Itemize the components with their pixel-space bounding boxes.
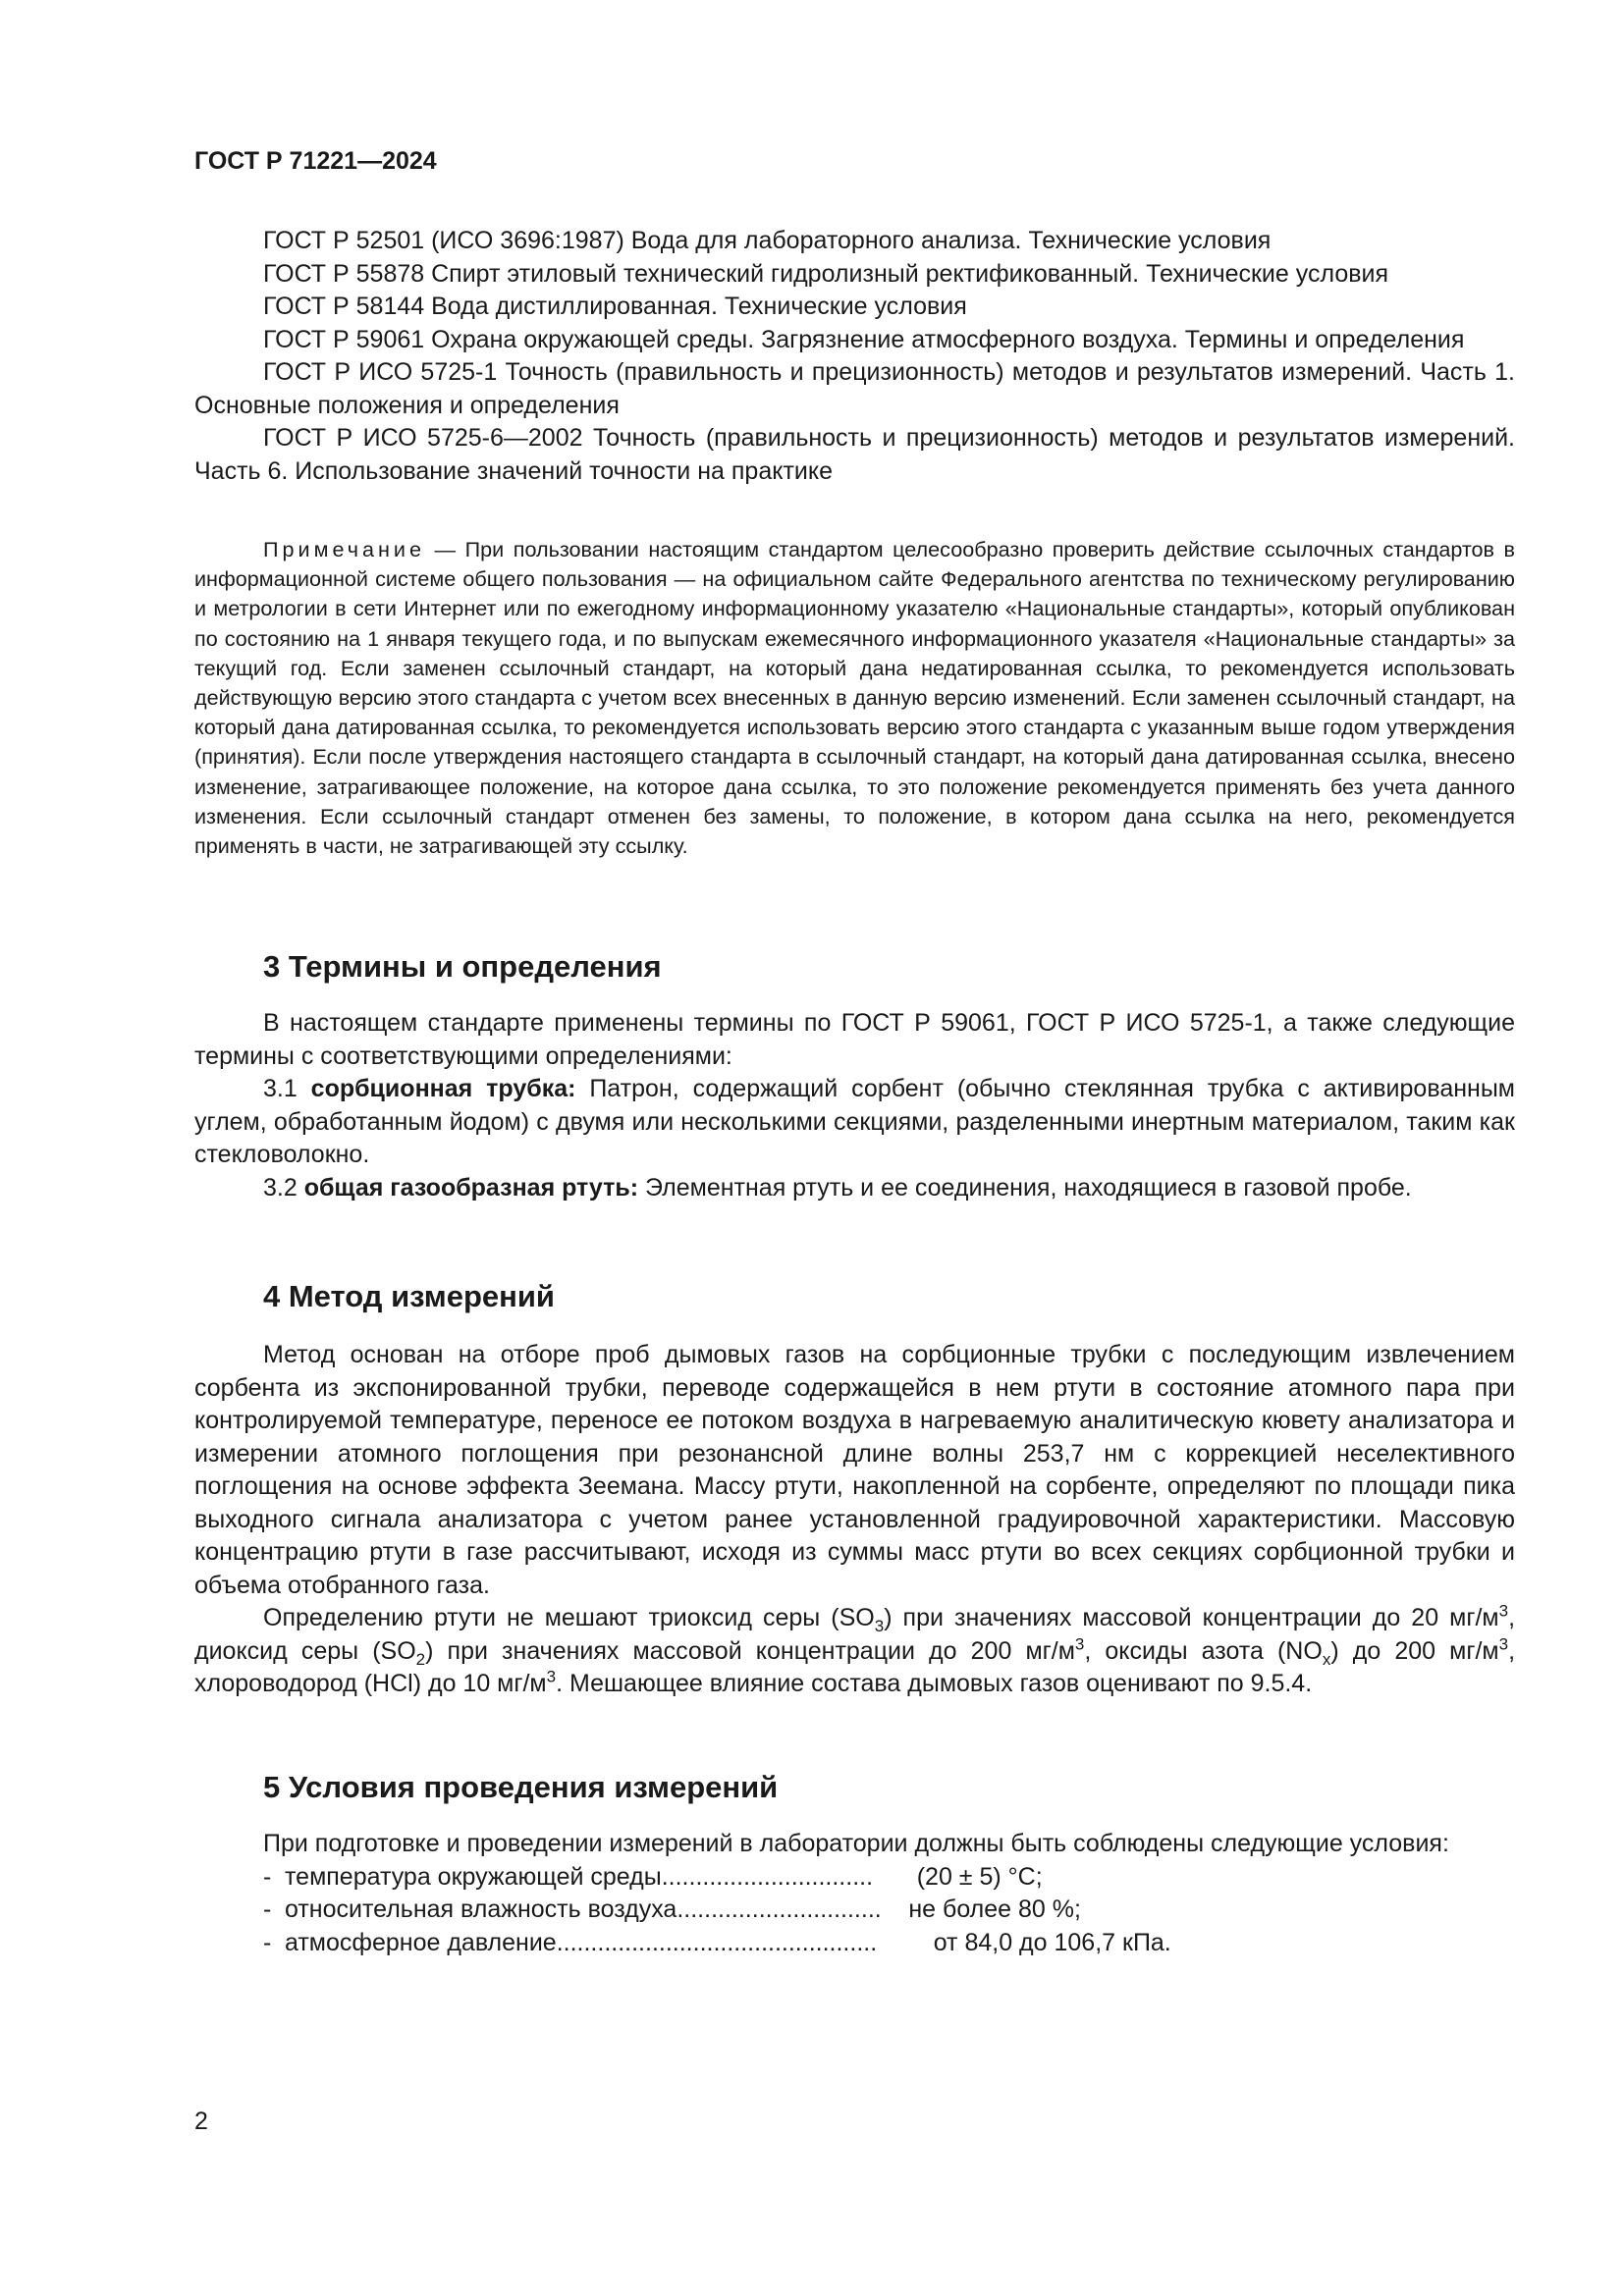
text-run: , диоксид серы (SO	[194, 1604, 1516, 1665]
reference-item: ГОСТ Р 55878 Спирт этиловый технический гидролизный ректификованный. Технические условия	[263, 259, 1389, 288]
method-paragraph: Метод основан на отборе проб дымовых газов на сорбционные трубки с последующим извлечением сорбента из экспонированной трубки, переводе содержащейся в нем ртути в состояние атомного пара при контролируемой температуре, переносе ее потоком воздуха в нагреваемую аналитическую кювету анализатора и измерении атомного поглощения при резонансной длине волны 253,7 нм с коррекцией неселективного поглощения на основе эффекта Зеемана. Массу ртути, накопленной на сорбенте, определяют по площади пика выходного сигнала анализатора с учетом ранее установленной градуировочной характеристики. Массовую концентрацию ртути в газе рассчитывают, исходя из суммы масс ртути во всех секциях сорбционной трубки и объема отобранного газа.	[194, 1341, 1515, 1599]
subscript: 3	[874, 1617, 885, 1635]
section-5-body	[194, 1828, 1515, 1959]
dot-leader: ..............................	[677, 1896, 882, 1923]
text-run: , хлороводород (HCl) до 10 мг/м	[194, 1636, 1516, 1697]
text-run: , оксиды азота (NO	[1084, 1636, 1323, 1665]
term-name: общая газообразная ртуть:	[303, 1173, 639, 1201]
superscript: 3	[546, 1667, 557, 1686]
superscript: 3	[1498, 1601, 1509, 1621]
term-number: 3.2	[263, 1173, 304, 1201]
list-dash: -	[263, 1862, 272, 1891]
condition-value: от 84,0 до 106,7 кПа.	[933, 1928, 1171, 1956]
section-5-heading: 5 Условия проведения измерений	[263, 1770, 779, 1804]
text-run: ) до 200 мг/м	[1330, 1636, 1499, 1665]
reference-item: ГОСТ Р 58144 Вода дистиллированная. Технические условия	[263, 293, 967, 320]
section-4-body	[194, 1339, 1515, 1701]
text-run: Определению ртути не мешают триоксид серы (SO	[263, 1604, 875, 1631]
note-block	[194, 535, 1515, 861]
reference-item: ГОСТ Р 59061 Охрана окружающей среды. Загрязнение атмосферного воздуха. Термины и определения	[263, 325, 1465, 353]
page-number: 2	[194, 2108, 208, 2135]
condition-label: температура окружающей среды	[285, 1862, 662, 1891]
superscript: 3	[1498, 1634, 1509, 1654]
term-3-2	[194, 1172, 1515, 1205]
subscript: x	[1322, 1649, 1331, 1669]
term-definition: Элементная ртуть и ее соединения, находящиеся в газовой пробе.	[638, 1173, 1412, 1201]
list-dash: -	[263, 1928, 272, 1956]
condition-value: не более 80 %;	[908, 1896, 1081, 1923]
note-paragraph	[194, 535, 1515, 861]
dot-leader: ...............................	[661, 1862, 874, 1891]
reference-item: ГОСТ Р ИСО 5725-6—2002 Точность (правильность и прецизионность) методов и результатов измерений. Часть 6. Использование значений точности на практике	[194, 424, 1515, 485]
section-3-body	[194, 1007, 1515, 1204]
normative-references	[194, 225, 1515, 488]
condition-value: (20 ± 5) °С;	[916, 1862, 1043, 1891]
condition-pressure	[194, 1927, 1515, 1960]
term-definition: Патрон, содержащий сорбент (обычно стеклянная трубка с активированным углем, обработанным йодом) с двумя или несколькими секциями, разделенными инертным материалом, таким как стекловолокно.	[194, 1075, 1515, 1168]
section-5-intro: При подготовке и проведении измерений в лаборатории должны быть соблюдены следующие условия:	[263, 1830, 1449, 1857]
dot-leader: ...............................................	[556, 1928, 878, 1956]
section-3-heading: 3 Термины и определения	[263, 949, 662, 984]
note-label: Примечание	[263, 537, 425, 561]
list-dash: -	[263, 1896, 272, 1923]
document-header: ГОСТ Р 71221—2024	[194, 147, 437, 175]
text-run: ) при значениях массовой концентрации до 200 мг/м	[425, 1636, 1075, 1665]
section-4-heading: 4 Метод измерений	[263, 1279, 555, 1313]
reference-item: ГОСТ Р ИСО 5725-1 Точность (правильность и прецизионность) методов и результатов измерений. Часть 1. Основные положения и определения	[194, 358, 1515, 419]
term-3-1	[194, 1073, 1515, 1172]
reference-item: ГОСТ Р 52501 (ИСО 3696:1987) Вода для лабораторного анализа. Технические условия	[263, 227, 1272, 254]
interference-paragraph	[194, 1602, 1515, 1701]
condition-label: относительная влажность воздуха	[285, 1896, 677, 1923]
condition-label: атмосферное давление	[285, 1928, 557, 1956]
section-3-intro: В настоящем стандарте применены термины по ГОСТ Р 59061, ГОСТ Р ИСО 5725-1, а также следующие термины с соответствующими определениями:	[194, 1009, 1515, 1070]
text-run: . Мешающее влияние состава дымовых газов оценивают по 9.5.4.	[556, 1670, 1313, 1697]
condition-humidity	[194, 1894, 1515, 1927]
note-text: — При пользовании настоящим стандартом целесообразно проверить действие ссылочных стандартов в информационной системе общего пользования — на официальном сайте Федерального агентства по техническому регулированию и метрологии в сети Интернет или по ежегодному информационному указателю «Национальные стандарты», который опубликован по состоянию на 1 января текущего года, и по выпускам ежемесячного информационного указателя «Национальные стандарты» за текущий год. Если заменен ссылочный стандарт, на который дана недатированная ссылка, то рекомендуется использовать действующую версию этого стандарта с учетом всех внесенных в данную версию изменений. Если заменен ссылочный стандарт, на который дана датированная ссылка, то рекомендуется использовать версию этого стандарта с указанным выше годом утверждения (принятия). Если после утверждения настоящего стандарта в ссылочный стандарт, на который дана датированная ссылка, внесено изменение, затрагивающее положение, на которое дана ссылка, то это положение рекомендуется применять без учета данного изменения. Если ссылочный стандарт отменен без замены, то положение, в котором дана ссылка на него, рекомендуется применять в части, не затрагивающей эту ссылку.	[194, 537, 1515, 859]
text-run: ) при значениях массовой концентрации до 20 мг/м	[884, 1604, 1499, 1631]
superscript: 3	[1074, 1634, 1085, 1654]
condition-temperature	[194, 1861, 1515, 1895]
term-number: 3.1	[263, 1075, 311, 1102]
term-name: сорбционная трубка:	[310, 1075, 576, 1102]
subscript: 2	[415, 1649, 426, 1669]
